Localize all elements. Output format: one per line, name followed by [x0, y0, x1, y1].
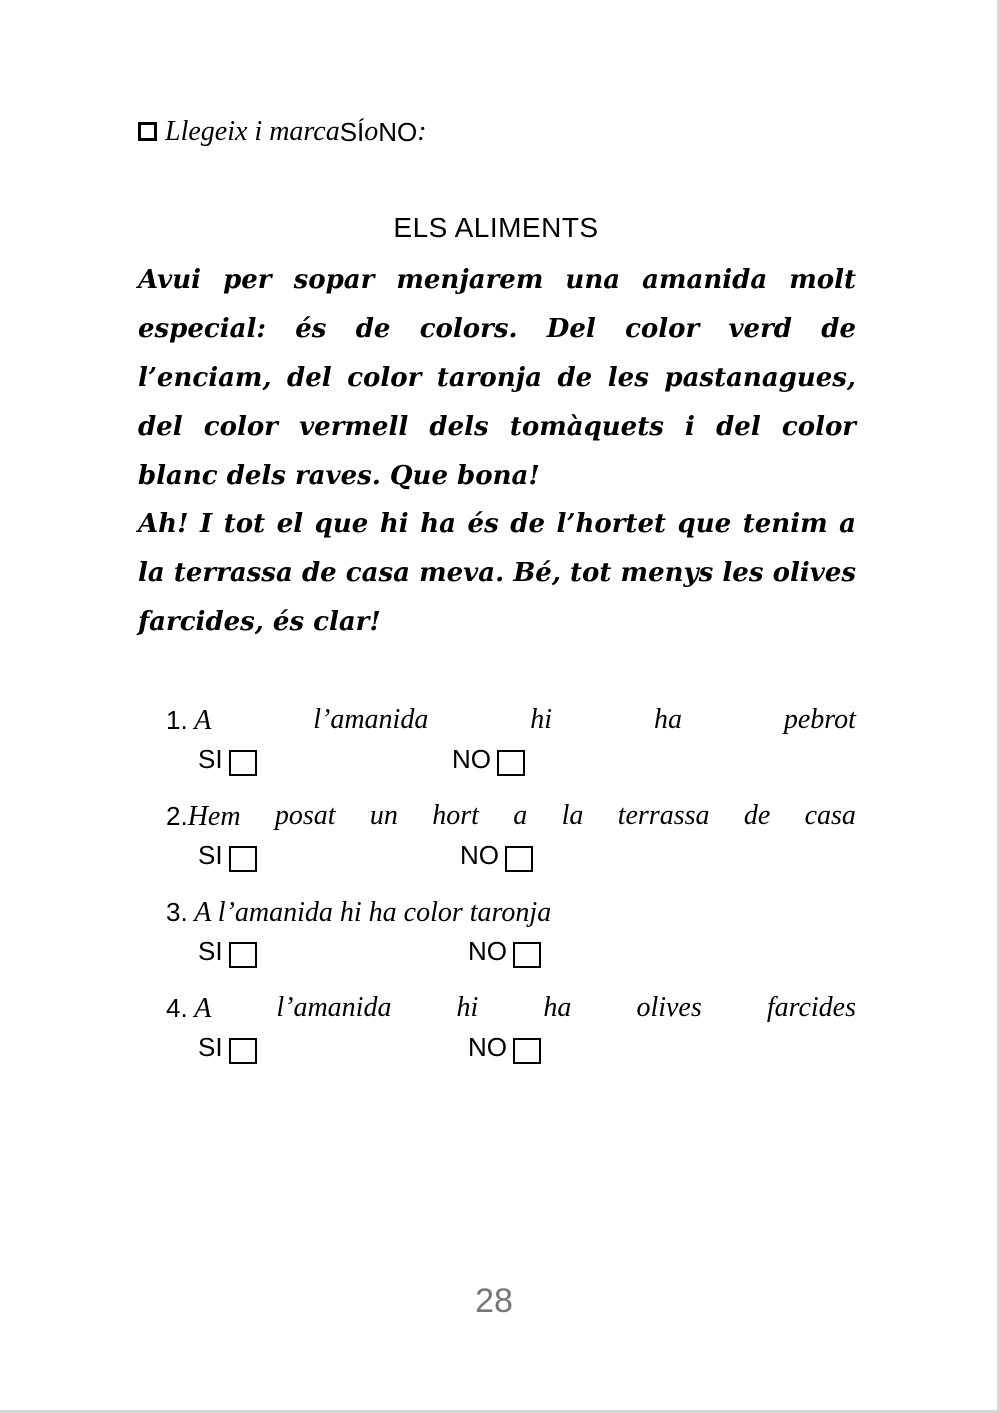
instruction-connector: o — [364, 116, 379, 147]
no-checkbox[interactable] — [497, 750, 525, 776]
question-text: A l’amanida hi ha color taronja — [194, 897, 552, 928]
question-word: l’amanida — [313, 704, 429, 735]
question-1 — [166, 698, 856, 742]
question-word: un — [369, 800, 398, 831]
question-number: 3. — [166, 897, 188, 927]
yes-checkbox[interactable] — [229, 1038, 257, 1064]
question-word: la — [561, 800, 584, 831]
answer-row-1 — [166, 742, 856, 794]
no-checkbox[interactable] — [513, 1038, 541, 1064]
reading-paragraph: Avui per sopar menjarem una amanida molt especial: és de colors. Del color verd de l’enciam, del color taronja de les pastanagues, del color vermell dels tomàquets i del color blanc dels raves. Que bona! — [138, 265, 856, 491]
yes-option — [198, 838, 257, 872]
no-option — [468, 934, 541, 968]
instruction-colon: : — [417, 116, 427, 147]
yes-checkbox[interactable] — [229, 942, 257, 968]
question-word: terrassa — [617, 800, 710, 831]
instruction-text: Llegeix i marca — [165, 116, 340, 147]
answer-row-3 — [166, 934, 856, 986]
yes-checkbox[interactable] — [229, 750, 257, 776]
yes-label: SI — [198, 840, 223, 870]
page-number: 28 — [475, 1282, 513, 1320]
yes-label: SI — [198, 936, 223, 966]
question-list — [166, 698, 856, 1082]
question-word: ha — [543, 992, 572, 1023]
instruction — [138, 112, 427, 152]
no-option — [460, 838, 533, 872]
reading-paragraph: Ah! I tot el que hi ha és de l’hortet que tenim a la terrassa de casa meva. Bé, tot menys les olives farcides, és clar! — [138, 509, 856, 637]
yes-option — [198, 934, 257, 968]
question-word: a — [513, 800, 528, 831]
question-word: hi — [456, 992, 479, 1023]
question-word: l’amanida — [276, 992, 392, 1023]
question-word: A — [194, 705, 212, 736]
answer-row-2 — [166, 838, 856, 890]
no-label: NO — [460, 840, 499, 870]
question-number: 4. — [166, 993, 188, 1023]
checkbox-bullet-icon — [138, 122, 157, 141]
question-number: 1. — [166, 705, 188, 735]
question-2 — [166, 794, 856, 838]
no-label: NO — [452, 744, 491, 774]
question-word: hi — [530, 704, 553, 735]
question-word: farcides — [766, 992, 856, 1023]
question-word: posat — [274, 800, 336, 831]
question-word: hort — [432, 800, 479, 831]
no-option — [452, 742, 525, 776]
question-4 — [166, 986, 856, 1030]
yes-label: SI — [198, 744, 223, 774]
yes-label: SI — [198, 1032, 223, 1062]
instruction-no: NO — [378, 116, 418, 147]
reading-title: ELS ALIMENTS — [393, 212, 599, 243]
yes-option — [198, 742, 257, 776]
no-label: NO — [468, 936, 507, 966]
question-word: casa — [804, 800, 856, 831]
no-checkbox[interactable] — [505, 846, 533, 872]
question-word: olives — [636, 992, 702, 1023]
question-word: pebrot — [783, 704, 856, 735]
no-checkbox[interactable] — [513, 942, 541, 968]
question-3 — [166, 890, 856, 934]
yes-checkbox[interactable] — [229, 846, 257, 872]
answer-row-4 — [166, 1030, 856, 1082]
question-word: de — [743, 800, 771, 831]
no-label: NO — [468, 1032, 507, 1062]
question-word: A — [194, 993, 212, 1024]
question-word: ha — [653, 704, 682, 735]
instruction-si: SÍ — [339, 116, 365, 147]
no-option — [468, 1030, 541, 1064]
yes-option — [198, 1030, 257, 1064]
question-number: 2. — [166, 801, 188, 831]
question-word: Hem — [187, 801, 241, 832]
